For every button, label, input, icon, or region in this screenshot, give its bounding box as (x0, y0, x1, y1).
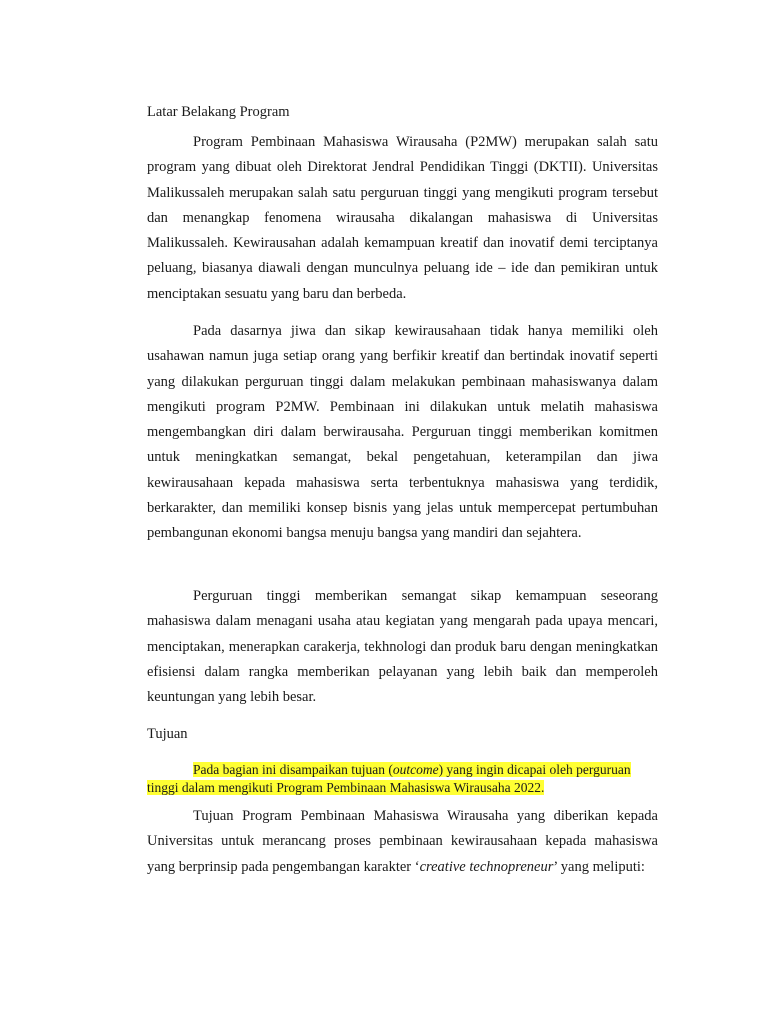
paragraph-3: Perguruan tinggi memberikan semangat sikap kemampuan seseorang mahasiswa dalam menagani usaha atau kegiatan yang mengarah pada upaya mencari, menciptakan, menerapkan carakerja, tekhnologi dan produk baru dengan meningkatkan efisiensi dalam rangka memberikan pelayanan yang lebih baik dan memperoleh keuntungan yang lebih besar. (147, 588, 658, 706)
section-heading-latar-belakang: Latar Belakang Program (147, 104, 290, 120)
italic-term-creative-technopreneur: creative technopreneur (419, 858, 554, 875)
note-italic-term: outcome (392, 762, 439, 777)
section-heading-tujuan: Tujuan (147, 726, 188, 742)
paragraph-1: Program Pembinaan Mahasiswa Wirausaha (P2MW) merupakan salah satu program yang dibuat oleh Direktorat Jendral Pendidikan Tinggi (DKTII). Universitas Malikussaleh merupakan salah satu perguruan tinggi yang mengikuti program tersebut dan menangkap fenomena wirausaha dikalangan mahasiswa di Universitas Malikussaleh. Kewirausahan adalah kemampuan kreatif dan inovatif demi terciptanya peluang, biasanya diawali dengan munculnya peluang ide – ide dan pemikiran untuk menciptakan sesuatu yang baru dan berbeda. (147, 134, 658, 302)
highlighted-instruction-note (147, 761, 658, 797)
paragraph-2: Pada dasarnya jiwa dan sikap kewirausahaan tidak hanya memiliki oleh usahawan namun juga setiap orang yang berfikir kreatif dan bertindak inovatif seperti yang dilakukan perguruan tinggi dalam melakukan pembinaan mahasiswanya dalam mengikuti program P2MW. Pembinaan ini dilakukan untuk melatih mahasiswa mengembangkan diri dalam berwirausaha. Perguruan tinggi memberikan komitmen untuk meningkatkan semangat, bekal pengetahuan, keterampilan dan jiwa kewirausahaan kepada mahasiswa serta terbentuknya mahasiswa yang terdidik, berkarakter, dan memiliki konsep bisnis yang jelas untuk mempercepat pertumbuhan pembangunan ekonomi bangsa menuju bangsa yang mandiri dan sejahtera. (147, 323, 658, 542)
paragraph-4: Tujuan Program Pembinaan Mahasiswa Wirausaha yang diberikan kepada Universitas untuk merancang proses pembinaan kewirausahaan kepada mahasiswa yang berprinsip pada pengembangan karakter ‘creative technopreneur’ yang meliputi: (147, 808, 658, 875)
note-line-1: Pada bagian ini disampaikan tujuan (outcome) yang ingin dicapai oleh perguruan (193, 762, 631, 777)
note-line-2: tinggi dalam mengikuti Program Pembinaan Mahasiswa Wirausaha 2022. (147, 780, 545, 795)
